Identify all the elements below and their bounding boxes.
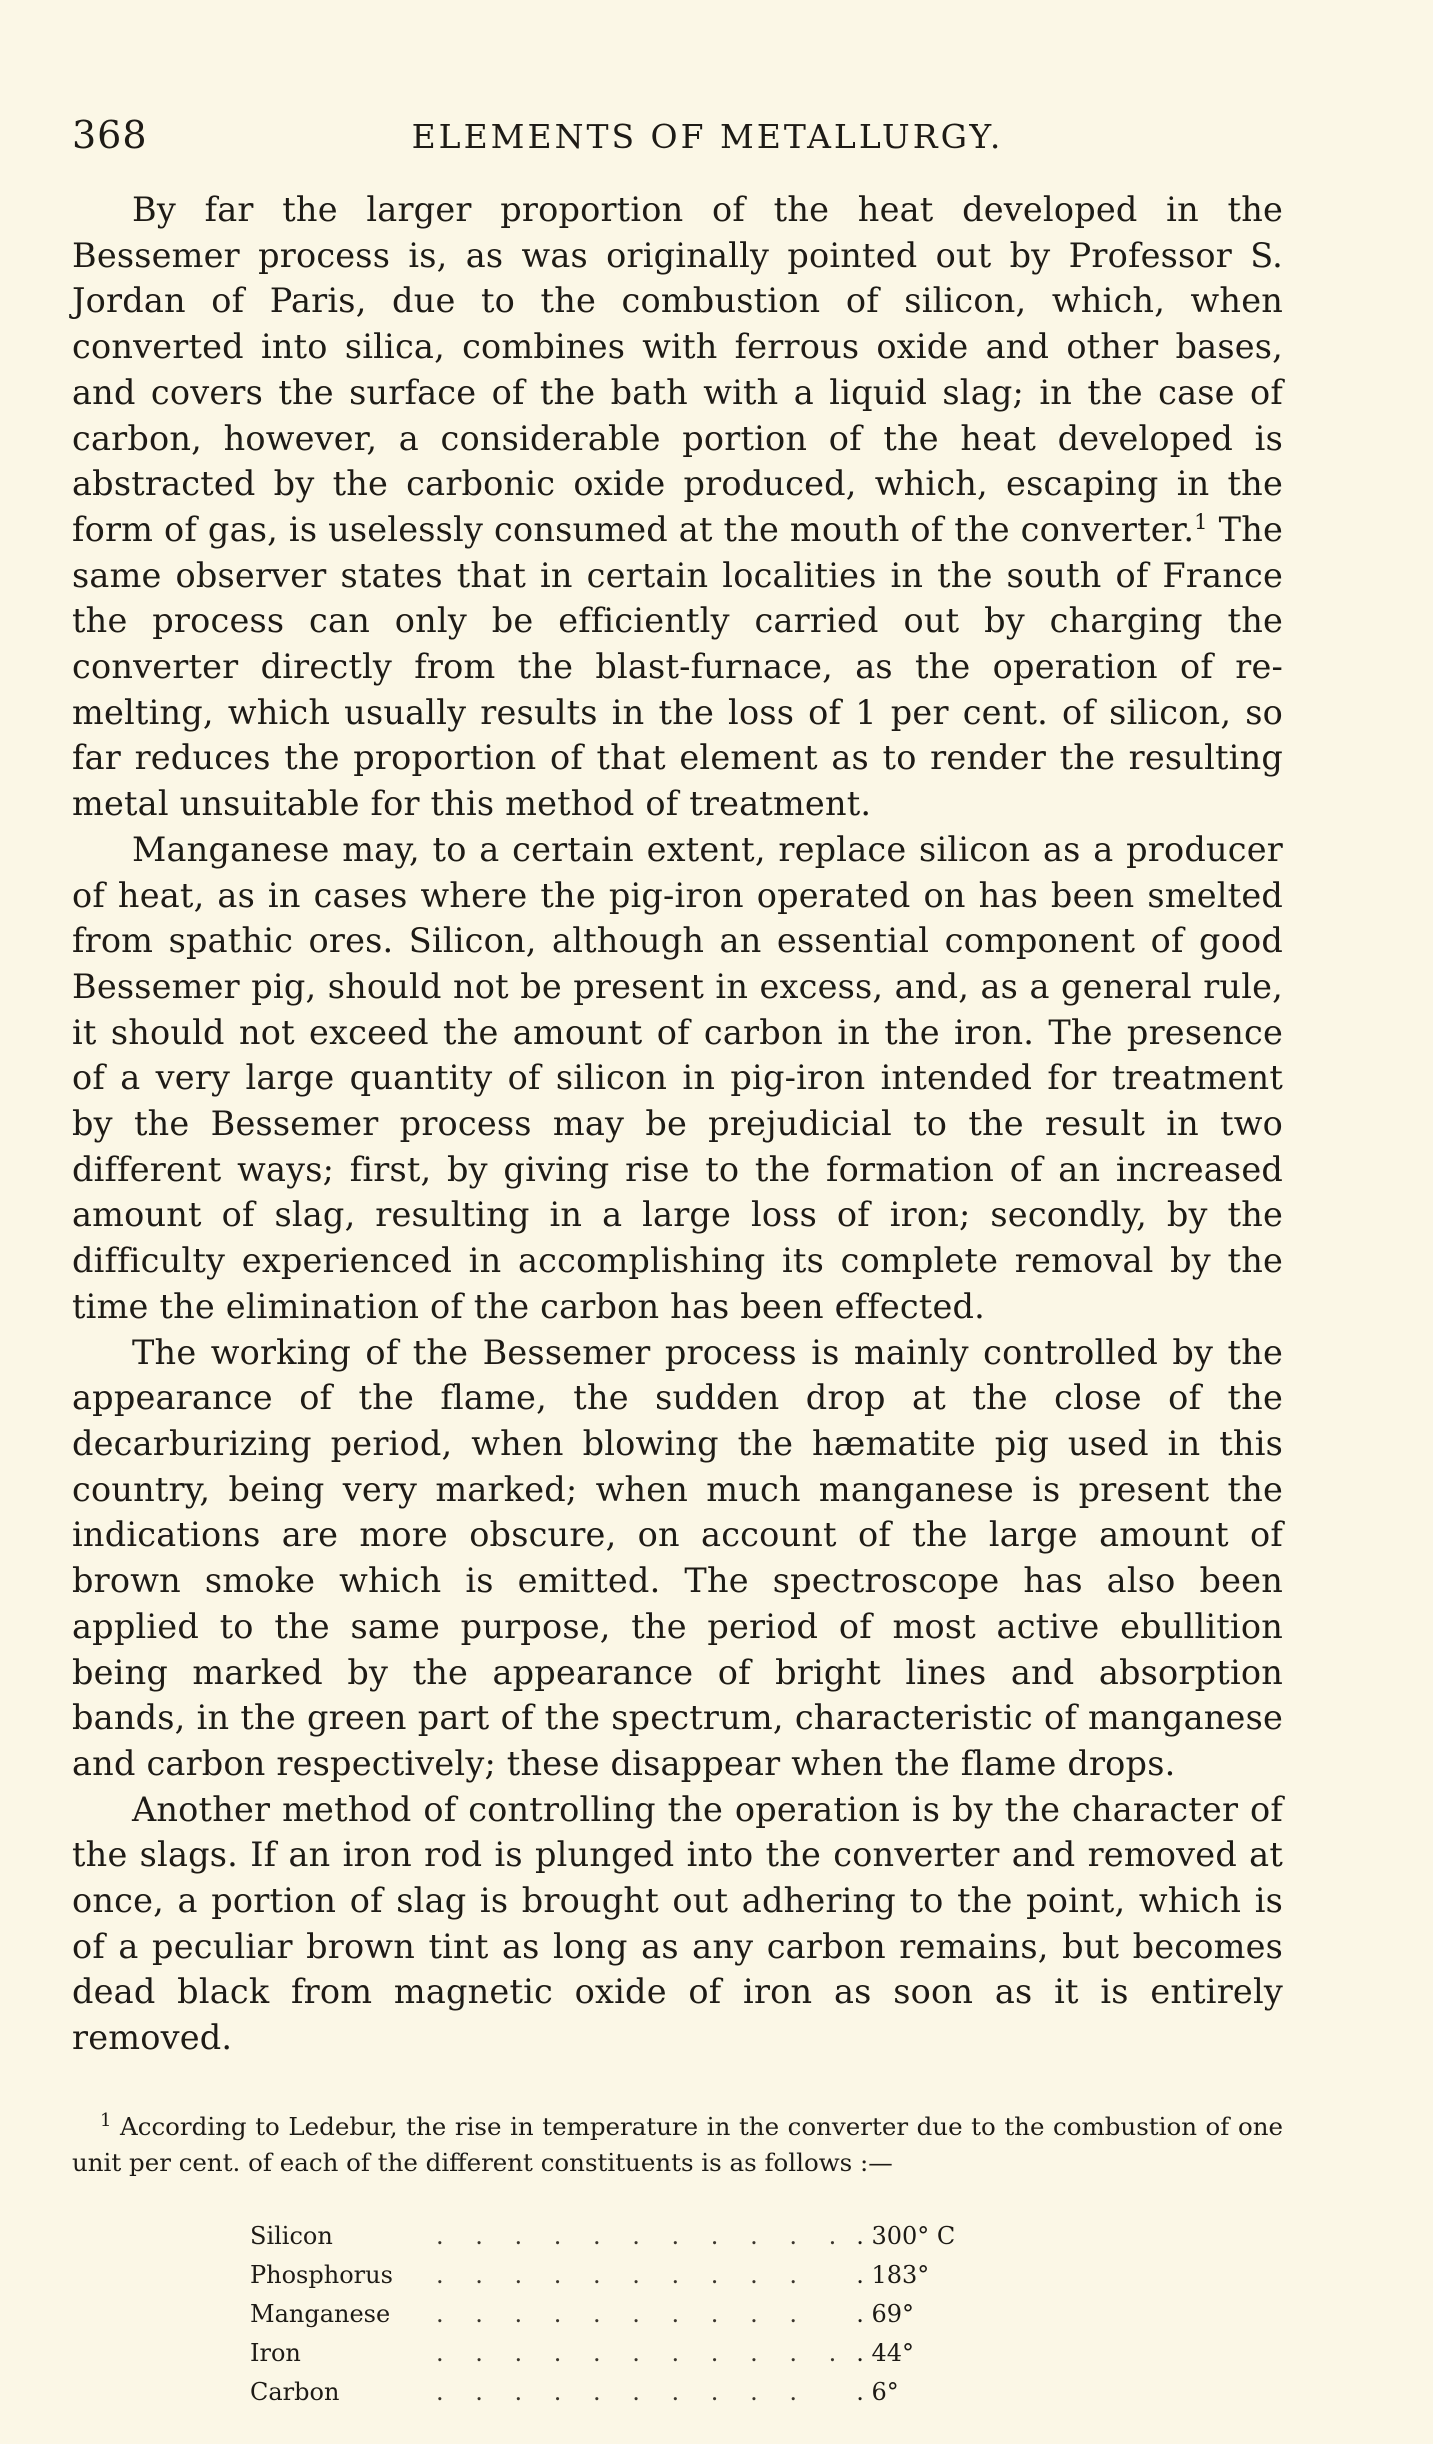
- body-text: [72, 187, 1283, 2061]
- paragraph-2: Manganese may, to a certain extent, replace silicon as a producer of heat, as in cases where the pig-iron operated on has been smelted from spathic ores. Silicon, although an essential component of good Bessemer pig, should not be present in excess, and, as a general rule, it should not exceed the amount of carbon in the iron. The presence of a very large quantity of silicon in pig-iron intended for treatment by the Bessemer process may be prejudicial to the result in two different ways; first, by giving rise to the formation of an increased amount of slag, resulting in a large loss of iron; secondly, by the difficulty experienced in accomplishing its complete removal by the time the elimination of the carbon has been effected.: [72, 829, 1283, 1326]
- page-header: [72, 105, 1283, 165]
- element-name: Phosphorus: [250, 2260, 393, 2289]
- table-row: [250, 2256, 955, 2295]
- footnote-marker: 1: [100, 2109, 112, 2131]
- temperature-value: . 300° C: [856, 2221, 956, 2250]
- leader-dots: . . . . . . . . . . .: [436, 2221, 849, 2250]
- element-name: Iron: [250, 2338, 301, 2367]
- paragraph-4: Another method of controlling the operation is by the character of the slags. If an iron rod is plunged into the converter and removed at once, a portion of slag is brought out adhering to the point, which is of a peculiar brown tint as long as any carbon remains, but becomes dead black from magnetic oxide of iron as soon as it is entirely removed.: [72, 1789, 1283, 2058]
- temperature-value: . 69°: [856, 2299, 915, 2328]
- leader-dots: . . . . . . . . . .: [436, 2260, 809, 2289]
- footnote: [72, 2109, 1283, 2412]
- table-row: [250, 2373, 955, 2412]
- paragraph-3: The working of the Bessemer process is mainly controlled by the appearance of the flame, the sudden drop at the close of the decarburizing period, when blowing the hæmatite pig used in this country, being very marked; when much manganese is present the indications are more obscure, on account of the large amount of brown smoke which is emitted. The spectroscope has also been applied to the same purpose, the period of most active ebullition being marked by the appearance of bright lines and absorption bands, in the green part of the spectrum, characteristic of manganese and carbon respectively; these disappear when the flame drops.: [72, 1332, 1283, 1783]
- leader-dots: . . . . . . . . . .: [436, 2377, 809, 2406]
- temperature-value: . 183°: [856, 2260, 930, 2289]
- paragraph-1-part-b: The same observer states that in certain localities in the south of France the process can only be efficiently carried out by charging the converter directly from the blast-furnace, as the operation of re-melting, which usually results in the loss of 1 per cent. of silicon, so far reduces the proportion of that element as to render the resulting metal unsuitable for this method of treatment.: [72, 509, 1283, 824]
- footnote-reference: 1: [1194, 509, 1208, 534]
- footnote-body: According to Ledebur, the rise in temperature in the converter due to the combustion of one unit per cent. of each of the different constituents is as follows :—: [72, 2111, 1283, 2177]
- table-row: [250, 2334, 955, 2373]
- temperature-value: . 6°: [856, 2377, 899, 2406]
- element-name: Carbon: [250, 2377, 340, 2406]
- temperature-value: . 44°: [856, 2338, 915, 2367]
- element-name: Manganese: [250, 2299, 391, 2328]
- paragraph-1: [72, 187, 1283, 827]
- paragraph-1-part-a: By far the larger proportion of the heat developed in the Bessemer process is, as was originally pointed out by Professor S. Jordan of Paris, due to the combustion of silicon, which, when converted into silica, combines with ferrous oxide and other bases, and covers the surface of the bath with a liquid slag; in the case of carbon, however, a considerable portion of the heat developed is abstracted by the carbonic oxide produced, which, escaping in the form of gas, is uselessly consumed at the mouth of the converter.: [72, 190, 1283, 549]
- table-row: [250, 2217, 955, 2256]
- page-number: 368: [72, 113, 148, 157]
- running-title: ELEMENTS OF METALLURGY.: [411, 117, 1004, 156]
- leader-dots: . . . . . . . . . .: [436, 2299, 809, 2328]
- footnote-text: [72, 2109, 1283, 2181]
- element-name: Silicon: [250, 2221, 333, 2250]
- leader-dots: . . . . . . . . . . .: [436, 2338, 849, 2367]
- temperature-table: [250, 2217, 955, 2412]
- table-row: [250, 2295, 955, 2334]
